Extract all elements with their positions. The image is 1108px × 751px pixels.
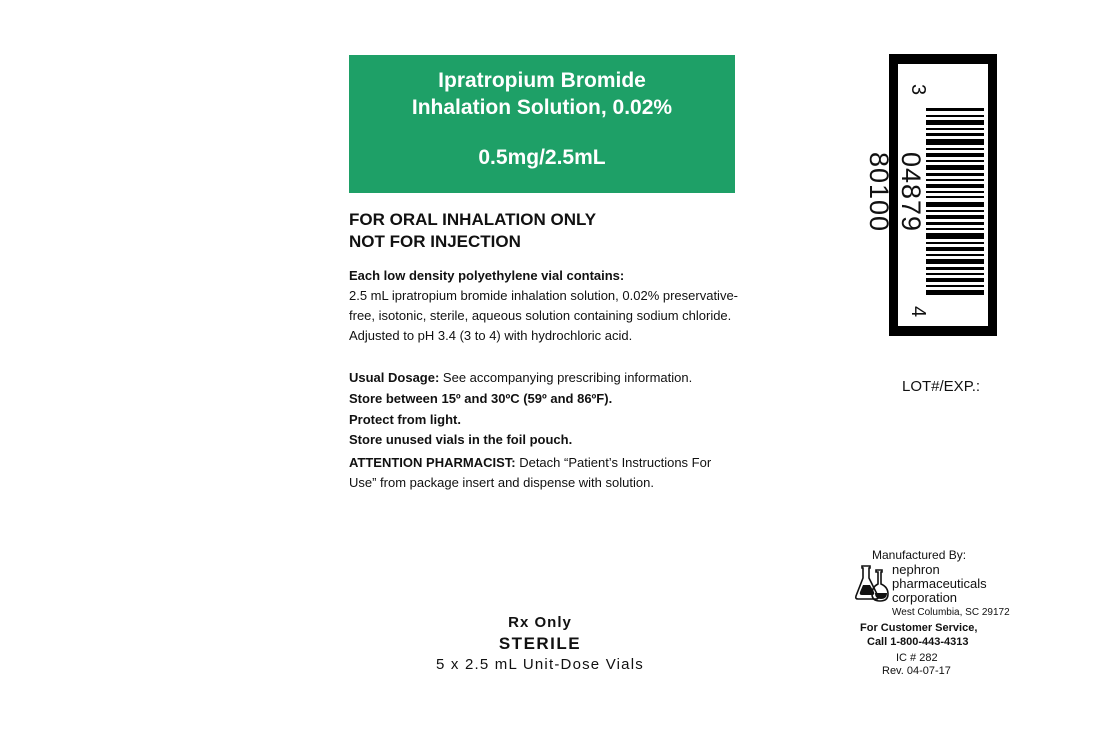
customer-service: For Customer Service, <box>860 622 978 634</box>
protect-from-light: Protect from light. <box>349 412 461 427</box>
ic-number: IC # 282 <box>896 652 938 664</box>
revision-date: Rev. 04-07-17 <box>882 665 951 677</box>
sterile-label: STERILE <box>498 634 582 653</box>
barcode-digits: 04879 80100 <box>864 151 926 233</box>
attention-text: Detach “Patient’s Instructions For Use” from package insert and dispense with solution. <box>349 455 712 490</box>
dosage-label: Usual Dosage: <box>349 370 440 385</box>
rx-only: Rx Only <box>508 614 572 631</box>
barcode-last-digit: 4 <box>907 305 930 318</box>
usual-dosage <box>349 368 692 388</box>
flask-logo-icon <box>856 564 890 602</box>
contents-body: 2.5 mL ipratropium bromide inhalation solution, 0.02% preservative-free, isotonic, sterile, aqueous solution containing sodium chloride. Adjusted to pH 3.4 (3 to 4) with hydrochloric acid. <box>349 288 738 343</box>
barcode-first-digit: 3 <box>907 83 930 96</box>
manufacturer-name-line2: pharmaceuticals <box>892 576 987 591</box>
attention-label: ATTENTION PHARMACIST: <box>349 455 516 470</box>
product-strength: 0.5mg/2.5mL <box>478 146 606 169</box>
store-unused-vials: Store unused vials in the foil pouch. <box>349 432 573 447</box>
attention-pharmacist <box>349 453 729 493</box>
storage-temperature: Store between 15º and 30ºC (59º and 86ºF). <box>349 391 613 406</box>
product-title <box>349 67 735 121</box>
oral-inhalation-warning: FOR ORAL INHALATION ONLY <box>349 210 597 229</box>
manufacturer-city: West Columbia, SC 29172 <box>892 607 1010 618</box>
barcode <box>864 54 997 336</box>
manufactured-by: Manufactured By: <box>872 548 967 562</box>
manufacturer-name-line3: corporation <box>892 590 958 605</box>
injection-warning: NOT FOR INJECTION <box>349 232 521 251</box>
lot-exp-label: LOT#/EXP.: <box>902 378 981 395</box>
manufacturer-name <box>892 563 987 605</box>
manufacturer-name-line1: nephron <box>892 562 940 577</box>
customer-service-phone: Call 1-800-443-4313 <box>867 636 969 648</box>
product-header <box>349 55 735 193</box>
product-name: Ipratropium Bromide <box>438 69 646 92</box>
vial-count: 5 x 2.5 mL Unit-Dose Vials <box>436 656 644 673</box>
contents-heading: Each low density polyethylene vial contains: <box>349 268 625 283</box>
product-form: Inhalation Solution, 0.02% <box>411 96 673 119</box>
vial-contents <box>349 266 744 346</box>
barcode-bars <box>926 108 984 298</box>
dosage-text: See accompanying prescribing information. <box>439 370 693 385</box>
barcode-label <box>864 64 988 326</box>
